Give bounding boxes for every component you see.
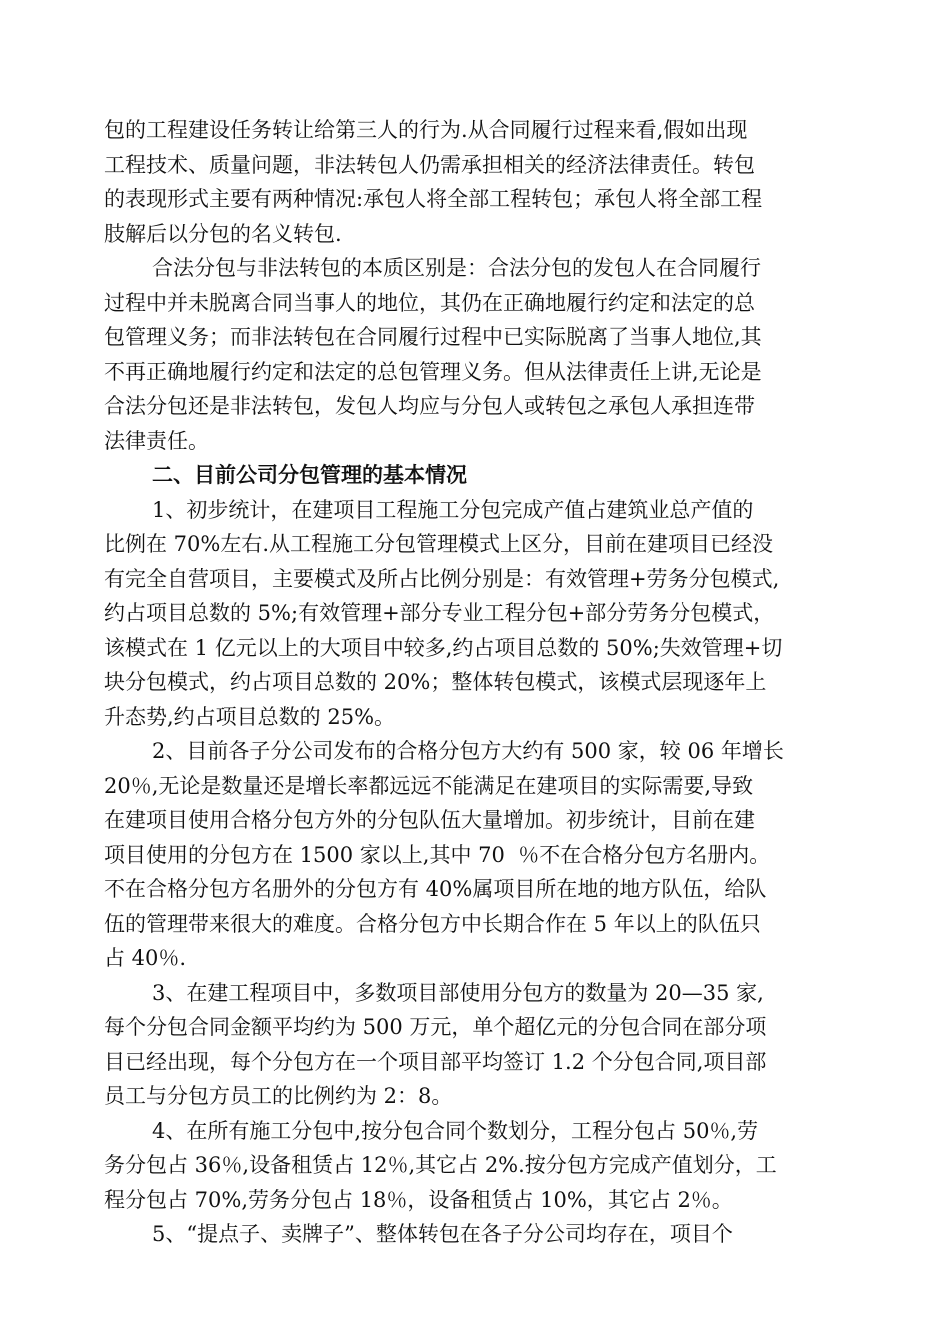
- text-line: 包的工程建设任务转让给第三人的行为.从合同履行过程来看,假如出现: [104, 118, 748, 142]
- text-line: 务分包占 36％,设备租赁占 12％,其它占 2%.按分包方完成产值划分，工: [104, 1153, 777, 1177]
- text-line: 在建项目使用合格分包方外的分包队伍大量增加。初步统计，目前在建: [104, 808, 755, 832]
- text-line: 1、初步统计，在建项目工程施工分包完成产值占建筑业总产值的: [152, 497, 754, 522]
- text-line: 2、目前各子分公司发布的合格分包方大约有 500 家，较 06 年增长: [152, 739, 784, 763]
- text-line: 肢解后以分包的名义转包.: [104, 221, 342, 246]
- text-line: 占 40％.: [104, 946, 187, 970]
- text-line: 比例在 70%左右.从工程施工分包管理模式上区分，目前在建项目已经没: [104, 532, 774, 556]
- text-line: 目已经出现，每个分包方在一个项目部平均签订 1.2 个分包合同,项目部: [104, 1049, 767, 1074]
- text-line: 法律责任。: [104, 428, 209, 453]
- text-line: 有完全自营项目，主要模式及所占比例分别是：有效管理+劳务分包模式,: [104, 566, 780, 591]
- text-line: 升态势,约占项目总数的 25%。: [104, 704, 396, 729]
- text-line: 的表现形式主要有两种情况:承包人将全部工程转包；承包人将全部工程: [104, 187, 763, 211]
- section-heading: 二、目前公司分包管理的基本情况: [152, 463, 467, 487]
- text-line: 不在合格分包方名册外的分包方有 40%属项目所在地的地方队伍，给队: [104, 877, 767, 901]
- text-line: 20％,无论是数量还是增长率都远远不能满足在建项目的实际需要,导致: [104, 773, 754, 798]
- text-line: 包管理义务；而非法转包在合同履行过程中已实际脱离了当事人地位,其: [104, 325, 762, 349]
- text-line: 每个分包合同金额平均约为 500 万元，单个超亿元的分包合同在部分项: [104, 1015, 767, 1039]
- text-line: 项目使用的分包方在 1500 家以上,其中 70 ％不在合格分包方名册内。: [104, 842, 771, 867]
- document-body: [104, 113, 826, 1252]
- text-line: 过程中并未脱离合同当事人的地位，其仍在正确地履行约定和法定的总: [104, 290, 755, 315]
- text-line: 约占项目总数的 5%;有效管理+部分专业工程分包+部分劳务分包模式，: [104, 601, 775, 625]
- text-line: 3、在建工程项目中，多数项目部使用分包方的数量为 20—35 家,: [152, 980, 764, 1005]
- text-line: 该模式在 1 亿元以上的大项目中较多,约占项目总数的 50%;失效管理+切: [104, 635, 783, 660]
- text-line: 合法分包还是非法转包，发包人均应与分包人或转包之承包人承担连带: [104, 394, 755, 418]
- text-line: 工程技术、质量问题，非法转包人仍需承担相关的经济法律责任。转包: [104, 152, 755, 177]
- text-line: 不再正确地履行约定和法定的总包管理义务。但从法律责任上讲,无论是: [104, 359, 762, 384]
- text-line: 程分包占 70%,劳务分包占 18％，设备租赁占 10%，其它占 2％。: [104, 1187, 733, 1212]
- text-line: 合法分包与非法转包的本质区别是：合法分包的发包人在合同履行: [152, 256, 761, 280]
- text-line: 5、“提点子、卖牌子”、整体转包在各子分公司均存在，项目个: [152, 1222, 733, 1246]
- text-line: 块分包模式，约占项目总数的 20%；整体转包模式，该模式层现逐年上: [104, 670, 767, 694]
- text-line: 员工与分包方员工的比例约为 2：8。: [104, 1084, 453, 1108]
- text-line: 伍的管理带来很大的难度。合格分包方中长期合作在 5 年以上的队伍只: [104, 911, 761, 936]
- text-line: 4、在所有施工分包中,按分包合同个数划分，工程分包占 50％,劳: [152, 1118, 759, 1143]
